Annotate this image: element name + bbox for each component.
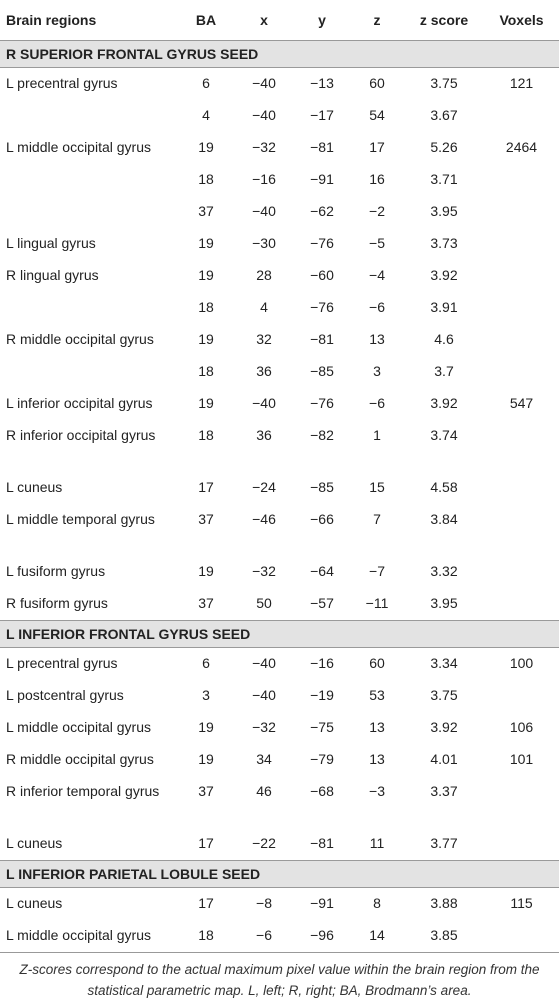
table-row (0, 260, 559, 292)
header-y: y (294, 0, 350, 41)
cell-ba: 19 (198, 331, 214, 347)
cell-voxels (484, 472, 559, 504)
cell-zscore: 3.32 (430, 563, 458, 579)
cell-ba: 19 (198, 235, 214, 251)
cell-voxels (484, 164, 559, 196)
table-row (0, 164, 559, 196)
cell-y: −62 (310, 203, 334, 219)
cell-y: −96 (294, 920, 350, 953)
cell-ba: 37 (198, 783, 214, 799)
section-title: R SUPERIOR FRONTAL GYRUS SEED (0, 41, 559, 68)
cell-zscore: 3.75 (430, 75, 458, 91)
cell-voxels (484, 228, 559, 260)
cell-y: −81 (310, 139, 334, 155)
cell-ba: 37 (198, 595, 214, 611)
cell-ba: 17 (198, 895, 214, 911)
cell-zscore: 3.84 (430, 511, 458, 527)
section-header (0, 621, 559, 648)
cell-ba: 18 (198, 171, 214, 187)
cell-region: L cuneus (6, 895, 63, 911)
cell-voxels (484, 828, 559, 861)
cell-voxels (484, 588, 559, 621)
cell-zscore: 3.75 (430, 687, 458, 703)
cell-voxels (484, 356, 559, 388)
cell-ba: 17 (198, 835, 214, 851)
cell-zscore: 3.71 (430, 171, 458, 187)
cell-x: −32 (252, 563, 276, 579)
cell-ba: 37 (198, 203, 214, 219)
cell-ba: 18 (198, 363, 214, 379)
cell-y: −60 (310, 267, 334, 283)
cell-region (0, 356, 178, 388)
cell-region: R middle occipital gyrus (6, 751, 154, 767)
cell-voxels: 2464 (505, 139, 538, 155)
cell-y: −68 (310, 783, 334, 799)
cell-y: −75 (310, 719, 334, 735)
cell-voxels: 101 (509, 751, 534, 767)
cell-zscore: 3.7 (434, 363, 454, 379)
cell-x: 32 (256, 331, 272, 347)
cell-zscore: 3.95 (430, 595, 458, 611)
cell-z: −6 (369, 299, 385, 315)
cell-ba: 6 (202, 655, 210, 671)
cell-y: −64 (310, 563, 334, 579)
table-row (0, 828, 559, 861)
table-row (0, 388, 559, 420)
cell-voxels (484, 680, 559, 712)
header-brain-regions: Brain regions (0, 0, 178, 41)
cell-voxels (484, 260, 559, 292)
cell-voxels: 115 (510, 895, 533, 911)
cell-y: −66 (310, 511, 334, 527)
cell-region: R inferior temporal gyrus (6, 783, 160, 799)
table-row (0, 648, 559, 681)
cell-x: −46 (252, 511, 276, 527)
cell-x: −40 (252, 687, 276, 703)
table-row (0, 132, 559, 164)
cell-z: 11 (369, 835, 385, 851)
cell-z: 54 (369, 107, 385, 123)
cell-voxels (484, 776, 559, 828)
cell-region: L cuneus (6, 479, 63, 495)
header-z-score: z score (404, 0, 484, 41)
cell-region: L middle occipital gyrus (0, 920, 178, 953)
cell-z: 60 (369, 655, 385, 671)
cell-x: −32 (252, 139, 276, 155)
cell-zscore: 5.26 (430, 139, 458, 155)
cell-z: −3 (369, 783, 385, 799)
cell-y: −76 (310, 299, 334, 315)
cell-x: 36 (256, 363, 272, 379)
cell-region: R lingual gyrus (6, 267, 99, 283)
cell-region (0, 292, 178, 324)
cell-region: L inferior occipital gyrus (6, 395, 153, 411)
cell-ba: 17 (198, 479, 214, 495)
cell-z: 8 (373, 895, 381, 911)
cell-z: 7 (373, 511, 381, 527)
table-row (0, 324, 559, 356)
table-row (0, 356, 559, 388)
table-row (0, 292, 559, 324)
cell-z: 13 (369, 331, 385, 347)
cell-ba: 19 (198, 719, 214, 735)
cell-z: −4 (369, 267, 385, 283)
cell-x: 36 (256, 427, 272, 443)
table-row (0, 776, 559, 828)
header-row (0, 0, 559, 41)
cell-zscore: 3.88 (430, 895, 458, 911)
cell-x: −40 (252, 395, 276, 411)
cell-y: −16 (310, 655, 334, 671)
cell-x: −40 (252, 203, 276, 219)
cell-zscore: 3.85 (404, 920, 484, 953)
header-x: x (234, 0, 294, 41)
section-header (0, 861, 559, 888)
cell-x: −6 (234, 920, 294, 953)
table-row (0, 556, 559, 588)
cell-x: 34 (256, 751, 272, 767)
cell-zscore: 3.74 (430, 427, 458, 443)
cell-ba: 18 (178, 920, 234, 953)
cell-zscore: 3.92 (430, 267, 458, 283)
cell-z: 13 (369, 719, 385, 735)
cell-region: L precentral gyrus (6, 75, 118, 91)
cell-voxels (484, 100, 559, 132)
table-row (0, 744, 559, 776)
cell-zscore: 3.92 (430, 395, 458, 411)
table-row (0, 888, 559, 921)
cell-ba: 19 (198, 563, 214, 579)
cell-x: 46 (256, 783, 272, 799)
cell-x: 28 (256, 267, 272, 283)
cell-x: −24 (252, 479, 276, 495)
table-row (0, 588, 559, 621)
cell-x: 4 (260, 299, 268, 315)
table-footnote: Z-scores correspond to the actual maximum pixel value within the brain region from the statistical parametric map. L, left; R, right; BA, Brodmann’s area. (19, 962, 540, 998)
cell-x: −30 (252, 235, 276, 251)
cell-zscore: 3.77 (430, 835, 458, 851)
table-row (0, 420, 559, 472)
cell-region: L middle occipital gyrus (6, 719, 151, 735)
cell-x: −16 (252, 171, 276, 187)
section-header (0, 41, 559, 68)
cell-zscore: 4.6 (434, 331, 454, 347)
cell-x: −40 (252, 75, 276, 91)
cell-voxels (484, 556, 559, 588)
table-row (0, 100, 559, 132)
table-row (0, 472, 559, 504)
cell-y: −91 (310, 171, 334, 187)
cell-y: −17 (310, 107, 334, 123)
table-row (0, 504, 559, 556)
cell-z: 17 (369, 139, 385, 155)
cell-z: 53 (369, 687, 385, 703)
cell-x: −32 (252, 719, 276, 735)
cell-voxels: 121 (509, 75, 534, 91)
cell-y: −57 (310, 595, 334, 611)
cell-region (0, 164, 178, 196)
cell-y: −76 (310, 395, 334, 411)
cell-voxels (484, 196, 559, 228)
cell-y: −13 (310, 75, 334, 91)
cell-y: −19 (310, 687, 334, 703)
table-row (0, 680, 559, 712)
cell-voxels: 547 (509, 395, 534, 411)
cell-y: −81 (310, 835, 334, 851)
cell-region: R middle occipital gyrus (6, 331, 154, 347)
cell-z: −11 (365, 595, 389, 611)
cell-region: L fusiform gyrus (6, 563, 106, 579)
cell-ba: 3 (202, 687, 210, 703)
cell-y: −82 (310, 427, 334, 443)
table-row (0, 196, 559, 228)
cell-y: −91 (310, 895, 334, 911)
cell-z: −7 (369, 563, 385, 579)
cell-region: L lingual gyrus (6, 235, 96, 251)
header-z: z (350, 0, 404, 41)
cell-ba: 18 (198, 427, 214, 443)
table-row (0, 228, 559, 260)
section-title: L INFERIOR PARIETAL LOBULE SEED (0, 861, 559, 888)
cell-z: 16 (369, 171, 385, 187)
cell-x: 50 (256, 595, 272, 611)
cell-y: −85 (310, 363, 334, 379)
cell-zscore: 3.73 (430, 235, 458, 251)
cell-ba: 4 (202, 107, 210, 123)
cell-zscore: 3.37 (430, 783, 458, 799)
header-ba: BA (178, 0, 234, 41)
cell-zscore: 3.91 (430, 299, 458, 315)
cell-zscore: 3.34 (430, 655, 458, 671)
cell-ba: 6 (202, 75, 210, 91)
cell-y: −79 (310, 751, 334, 767)
cell-voxels: 106 (509, 719, 534, 735)
header-voxels: Voxels (484, 0, 559, 41)
cell-x: −22 (252, 835, 276, 851)
cell-z: 13 (369, 751, 385, 767)
cell-ba: 18 (198, 299, 214, 315)
cell-voxels (484, 920, 559, 953)
cell-z: −6 (369, 395, 385, 411)
cell-y: −81 (310, 331, 334, 347)
cell-voxels (484, 324, 559, 356)
cell-region: L middle occipital gyrus (6, 139, 151, 155)
cell-z: 60 (369, 75, 385, 91)
cell-z: 14 (350, 920, 404, 953)
cell-ba: 19 (198, 395, 214, 411)
cell-zscore: 4.58 (430, 479, 458, 495)
cell-x: −40 (252, 107, 276, 123)
cell-z: 1 (373, 427, 381, 443)
cell-ba: 37 (198, 511, 214, 527)
cell-zscore: 3.67 (430, 107, 458, 123)
cell-voxels (484, 504, 559, 556)
cell-z: −2 (369, 203, 385, 219)
cell-zscore: 3.95 (430, 203, 458, 219)
cell-voxels (484, 292, 559, 324)
table-row (0, 68, 559, 101)
cell-region: L postcentral gyrus (6, 687, 124, 703)
cell-x: −8 (256, 895, 272, 911)
cell-region: L cuneus (6, 835, 63, 851)
cell-y: −76 (310, 235, 334, 251)
cell-x: −40 (252, 655, 276, 671)
table-row (0, 712, 559, 744)
cell-region (0, 196, 178, 228)
table-body (0, 41, 559, 953)
cell-region: R fusiform gyrus (6, 595, 108, 611)
cell-region: R inferior occipital gyrus (6, 427, 156, 443)
cell-voxels (484, 420, 559, 472)
table-row (0, 920, 559, 953)
cell-zscore: 4.01 (430, 751, 458, 767)
cell-z: 3 (373, 363, 381, 379)
cell-ba: 19 (198, 267, 214, 283)
cell-y: −85 (310, 479, 334, 495)
cell-ba: 19 (198, 139, 214, 155)
section-title: L INFERIOR FRONTAL GYRUS SEED (0, 621, 559, 648)
cell-z: −5 (369, 235, 385, 251)
cell-z: 15 (369, 479, 385, 495)
cell-zscore: 3.92 (430, 719, 458, 735)
cell-region: L precentral gyrus (6, 655, 118, 671)
cell-ba: 19 (198, 751, 214, 767)
cell-region (0, 100, 178, 132)
cell-voxels: 100 (509, 655, 534, 671)
cell-region: L middle temporal gyrus (6, 511, 155, 527)
